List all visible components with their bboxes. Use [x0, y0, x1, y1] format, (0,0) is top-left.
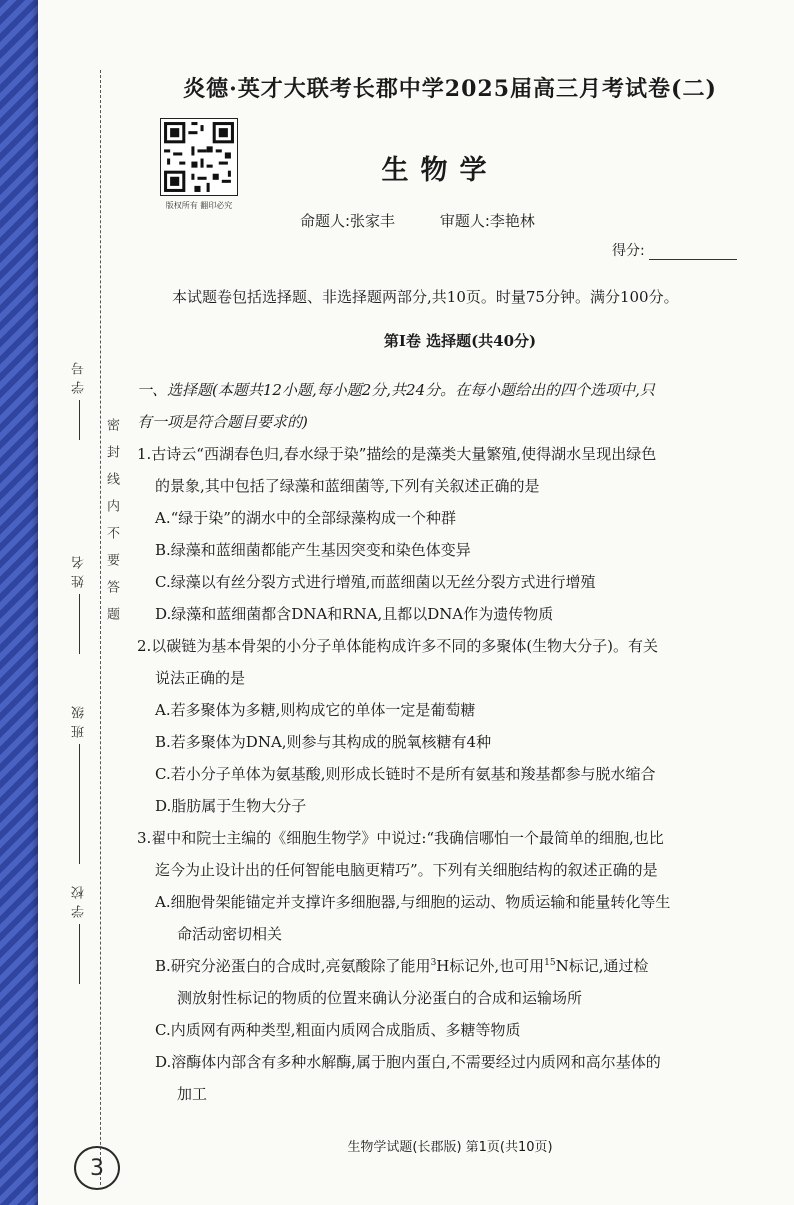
stem-line: 的景象,其中包括了绿藻和蓝细菌等,下列有关叙述正确的是 — [155, 477, 540, 495]
option-d[interactable] — [137, 1046, 747, 1110]
option-b[interactable]: B.绿藻和蓝细菌都能产生基因突变和染色体变异 — [155, 541, 471, 559]
option-b[interactable]: B.若多聚体为DNA,则参与其构成的脱氧核糖有4种 — [155, 733, 492, 751]
question-2 — [137, 630, 747, 822]
field-label: 姓名 — [71, 550, 87, 588]
option-line: 命活动密切相关 — [177, 925, 283, 943]
option-b[interactable] — [137, 950, 747, 1014]
author-label: 命题人:张家丰 — [300, 212, 396, 230]
score-field — [612, 240, 737, 260]
score-blank[interactable] — [649, 259, 737, 260]
field-label: 班级 — [71, 700, 87, 738]
stem-line: 迄今为止设计出的任何智能电脑更精巧”。下列有关细胞结构的叙述正确的是 — [155, 861, 658, 879]
option-line: 测放射性标记的物质的位置来确认分泌蛋白的合成和运输场所 — [177, 989, 583, 1007]
reviewer-label: 审题人:李艳林 — [439, 212, 535, 230]
field-label: 学号 — [71, 356, 87, 394]
option-text: B.研究分泌蛋白的合成时,亮氨酸除了能用 — [155, 957, 431, 975]
option-c[interactable]: C.内质网有两种类型,粗面内质网合成脂质、多糖等物质 — [155, 1021, 521, 1039]
field-line — [79, 594, 80, 654]
option-line: 加工 — [177, 1085, 208, 1103]
score-label: 得分: — [612, 243, 645, 259]
field-name — [68, 550, 90, 654]
authors-line — [300, 210, 575, 231]
exam-title: 炎德·英才大联考长郡中学2025届高三月考试卷(二) — [183, 76, 717, 102]
stem-line: 3.翟中和院士主编的《细胞生物学》中说过:“我确信哪怕一个最简单的细胞,也比 — [137, 829, 664, 847]
field-line — [79, 400, 80, 440]
field-student-id — [68, 356, 90, 440]
option-text: N标记,通过检 — [555, 957, 649, 975]
option-c[interactable]: C.若小分子单体为氨基酸,则形成长链时不是所有氨基和羧基都参与脱水缩合 — [155, 765, 656, 783]
section-heading — [137, 374, 747, 438]
question-stem — [137, 438, 747, 502]
page-footer: 生物学试题(长郡版) 第1页(共10页) — [347, 1140, 553, 1155]
section-heading-line: 有一项是符合题目要求的) — [137, 413, 308, 431]
option-a[interactable]: A.“绿于染”的湖水中的全部绿藻构成一个种群 — [155, 509, 456, 527]
seal-text: 密封线内不要答题 — [104, 418, 119, 634]
question-3 — [137, 822, 747, 1110]
question-stem — [137, 630, 747, 694]
option-text: H标记外,也可用 — [436, 957, 545, 975]
field-line — [79, 744, 80, 864]
option-c[interactable]: C.绿藻以有丝分裂方式进行增殖,而蓝细菌以无丝分裂方式进行增殖 — [155, 573, 596, 591]
stem-line: 1.古诗云“西湖春色归,春水绿于染”描绘的是藻类大量繁殖,使得湖水呈现出绿色 — [137, 445, 657, 463]
section-choice — [137, 374, 747, 1110]
stem-line: 说法正确的是 — [155, 669, 246, 687]
stem-line: 2.以碳链为基本骨架的小分子单体能构成许多不同的多聚体(生物大分子)。有关 — [137, 637, 659, 655]
option-line — [155, 957, 649, 975]
intro-text: 本试题卷包括选择题、非选择题两部分,共10页。时量75分钟。满分100分。 — [172, 288, 679, 306]
option-d[interactable]: D.绿藻和蓝细菌都含DNA和RNA,且都以DNA作为遗传物质 — [155, 605, 554, 623]
isotope-superscript: 15 — [544, 958, 556, 968]
qr-code-icon — [160, 118, 238, 196]
question-stem — [137, 822, 747, 886]
option-a[interactable] — [137, 886, 747, 950]
field-school — [68, 880, 90, 984]
option-a[interactable]: A.若多聚体为多糖,则构成它的单体一定是葡萄糖 — [155, 701, 476, 719]
part-title: 第Ⅰ卷 选择题(共40分) — [383, 332, 537, 350]
subject-title: 生物学 — [381, 155, 499, 186]
isotope-superscript: 3 — [430, 958, 437, 968]
seal-dashed-line — [100, 70, 101, 1185]
field-class — [68, 700, 90, 864]
option-line: A.细胞骨架能锚定并支撑许多细胞器,与细胞的运动、物质运输和能量转化等生 — [155, 893, 671, 911]
section-heading-line: 一、选择题(本题共12小题,每小题2分,共24分。在每小题给出的四个选项中,只 — [137, 381, 655, 399]
field-line — [79, 924, 80, 984]
option-line: D.溶酶体内部含有多种水解酶,属于胞内蛋白,不需要经过内质网和高尔基体的 — [155, 1053, 661, 1071]
handwritten-page-mark: 3 — [74, 1146, 120, 1190]
field-label: 学校 — [71, 880, 87, 918]
question-1 — [137, 438, 747, 630]
option-d[interactable]: D.脂肪属于生物大分子 — [155, 797, 307, 815]
qr-caption: 版权所有 翻印必究 — [165, 201, 233, 210]
